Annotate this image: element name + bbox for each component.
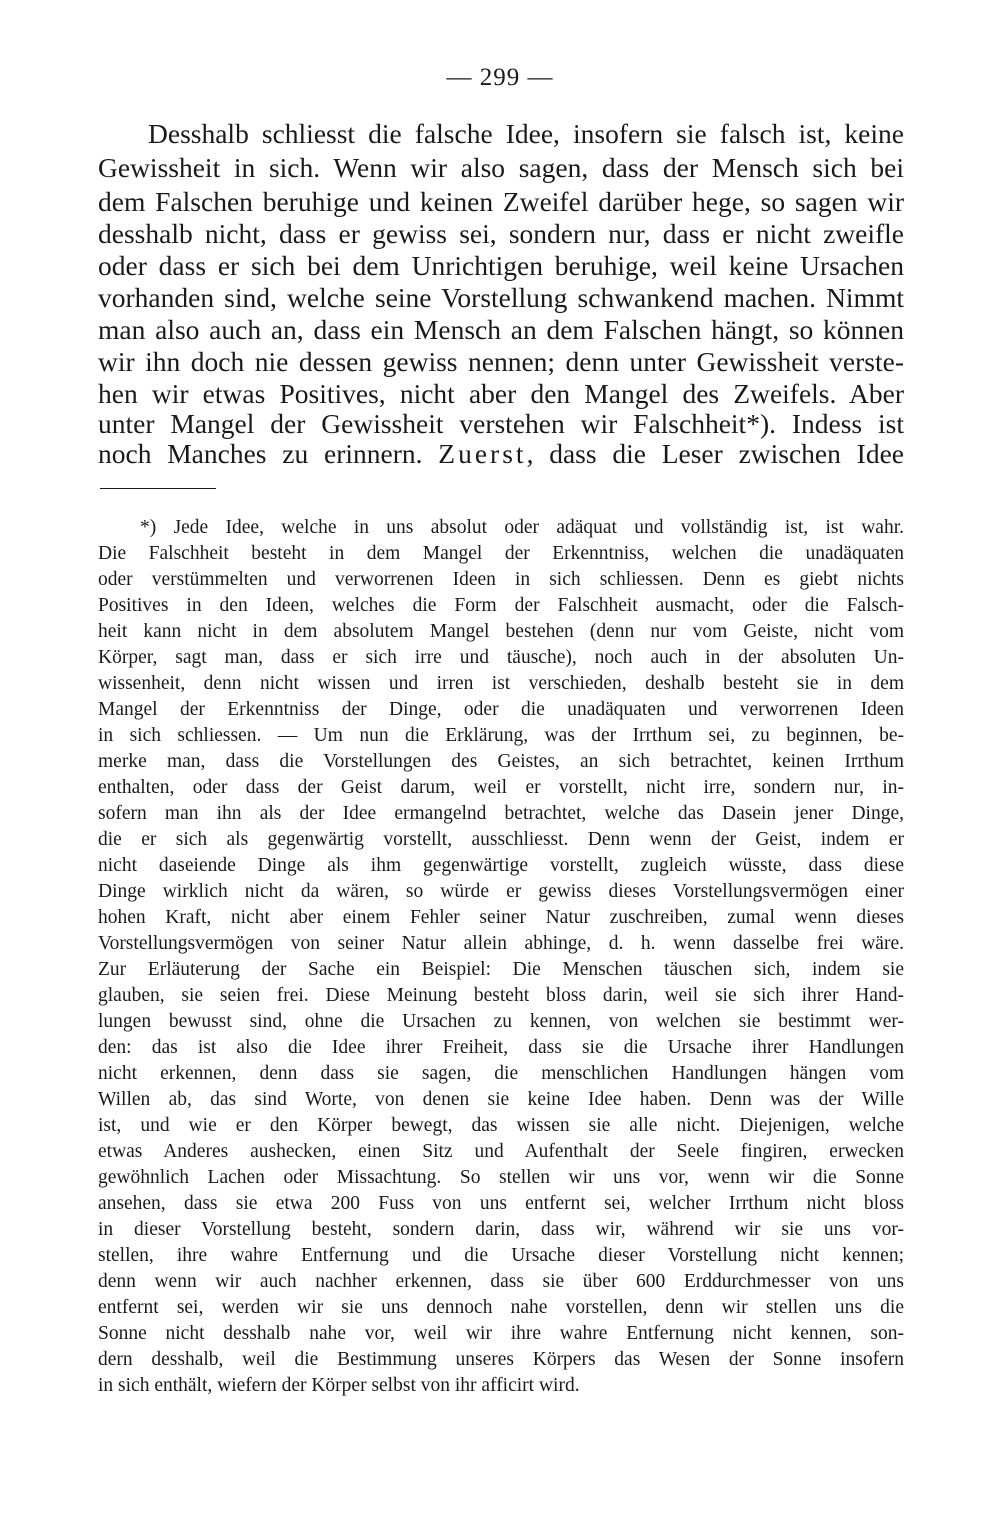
footnote-line: Positives in den Ideen, welches die Form der Falschheit ausmacht, oder die Falsch- [98,595,904,616]
main-text-line: vorhanden sind, welche seine Vorstellung schwankend machen. Nimmt [98,282,904,313]
footnote-separator [100,488,216,489]
footnote-line: oder verstümmelten und verworrenen Ideen in sich schliessen. Denn es giebt nichts [98,569,904,590]
footnote-line: Körper, sagt man, dass er sich irre und täusche), noch auch in der absoluten Un- [98,647,904,668]
footnote-line: Sonne nicht desshalb nahe vor, weil wir ihre wahre Entfernung nicht kennen, son- [98,1323,904,1344]
footnote-line: dern desshalb, weil die Bestimmung unseres Körpers das Wesen der Sonne insofern [98,1349,904,1370]
footnote-line: entfernt sei, werden wir sie uns dennoch nahe vorstellen, denn wir stellen uns die [98,1297,904,1318]
footnote-line: in dieser Vorstellung besteht, sondern darin, dass wir, während wir sie uns vor- [98,1219,904,1240]
footnote-line: die er sich als gegenwärtig vorstellt, ausschliesst. Denn wenn der Geist, indem er [98,829,904,850]
footnote-line: etwas Anderes aushecken, einen Sitz und Aufenthalt der Seele fingiren, erwecken [98,1141,904,1162]
footnote-line: Zur Erläuterung der Sache ein Beispiel: Die Menschen täuschen sich, indem sie [98,959,904,980]
main-text-line [98,438,904,470]
main-text-line: wir ihn doch nie dessen gewiss nennen; denn unter Gewissheit verste- [98,346,904,377]
main-text-line: hen wir etwas Positives, nicht aber den Mangel des Zweifels. Aber [98,378,904,409]
footnote-line: denn wenn wir auch nachher erkennen, dass sie über 600 Erddurchmesser von uns [98,1271,904,1292]
main-text-line: unter Mangel der Gewissheit verstehen wir Falschheit*). Indess ist [98,408,904,439]
footnote-line: ansehen, dass sie etwa 200 Fuss von uns entfernt sei, welcher Irrthum nicht bloss [98,1193,904,1214]
footnote-line: Die Falschheit besteht in dem Mangel der Erkenntniss, welchen die unadäquaten [98,543,904,564]
main-text-line: man also auch an, dass ein Mensch an dem Falschen hängt, so können [98,314,904,345]
page-number: — 299 — [446,64,554,91]
footnote-line: ist, und wie er den Körper bewegt, das wissen sie alle nicht. Diejenigen, welche [98,1115,904,1136]
footnote-line: *) Jede Idee, welche in uns absolut oder adäquat und vollständig ist, ist wahr. [140,517,904,538]
footnote-line: nicht erkennen, denn dass sie sagen, die menschlichen Handlungen hängen vom [98,1063,904,1084]
footnote-line: heit kann nicht in dem absolutem Mangel bestehen (denn nur vom Geiste, nicht vom [98,621,904,642]
footnote-line: wissenheit, denn nicht wissen und irren ist verschieden, deshalb besteht sie in dem [98,673,904,694]
main-text-line: Desshalb schliesst die falsche Idee, insofern sie falsch ist, keine [148,118,904,149]
footnote-line: stellen, ihre wahre Entfernung und die Ursache dieser Vorstellung nicht kennen; [98,1245,904,1266]
footnote-line: Dinge wirklich nicht da wären, so würde er gewiss dieses Vorstellungsvermögen einer [98,881,904,902]
footnote-line: gewöhnlich Lachen oder Missachtung. So stellen wir uns vor, wenn wir die Sonne [98,1167,904,1188]
footnote-line: glauben, sie seien frei. Diese Meinung besteht bloss darin, weil sie sich ihrer Hand- [98,985,904,1006]
footnote-line: den: das ist also die Idee ihrer Freiheit, dass sie die Ursache ihrer Handlungen [98,1037,904,1058]
main-text-line: Gewissheit in sich. Wenn wir also sagen, dass der Mensch sich bei [98,152,904,183]
footnote-line: in sich schliessen. — Um nun die Erklärung, was der Irrthum sei, zu beginnen, be- [98,725,904,746]
footnote-line: sofern man ihn als der Idee ermangelnd betrachtet, welche das Dasein jener Dinge, [98,803,904,824]
footnote-line: lungen bewusst sind, ohne die Ursachen zu kennen, von welchen sie bestimmt wer- [98,1011,904,1032]
footnote-line: Willen ab, das sind Worte, von denen sie keine Idee haben. Denn was der Wille [98,1089,904,1110]
main-text-segment: noch Manches zu erinnern. [98,438,439,469]
footnote-line: Mangel der Erkenntniss der Dinge, oder die unadäquaten und verworrenen Ideen [98,699,904,720]
footnote-line: merke man, dass die Vorstellungen des Geistes, an sich betrachtet, keinen Irrthum [98,751,904,772]
main-text-line: oder dass er sich bei dem Unrichtigen beruhige, weil keine Ursachen [98,250,904,281]
footnote-line: nicht daseiende Dinge als ihm gegenwärtige vorstellt, zugleich wüsste, dass diese [98,855,904,876]
main-text-segment: , dass die Leser zwischen Idee [526,438,904,469]
footnote-line: Vorstellungsvermögen von seiner Natur allein abhinge, d. h. wenn dasselbe frei wäre. [98,933,904,954]
emphasis-word: Zuerst [438,438,527,469]
main-text-line: dem Falschen beruhige und keinen Zweifel darüber hege, so sagen wir [98,186,904,217]
main-text-line: desshalb nicht, dass er gewiss sei, sondern nur, dass er nicht zweifle [98,218,904,249]
footnote-line: hohen Kraft, nicht aber einem Fehler seiner Natur zuschreiben, zumal wenn dieses [98,907,904,928]
footnote-line: enthalten, oder dass der Geist darum, weil er vorstellt, nicht irre, sondern nur, in- [98,777,904,798]
footnote-line: in sich enthält, wiefern der Körper selbst von ihr afficirt wird. [98,1375,580,1396]
